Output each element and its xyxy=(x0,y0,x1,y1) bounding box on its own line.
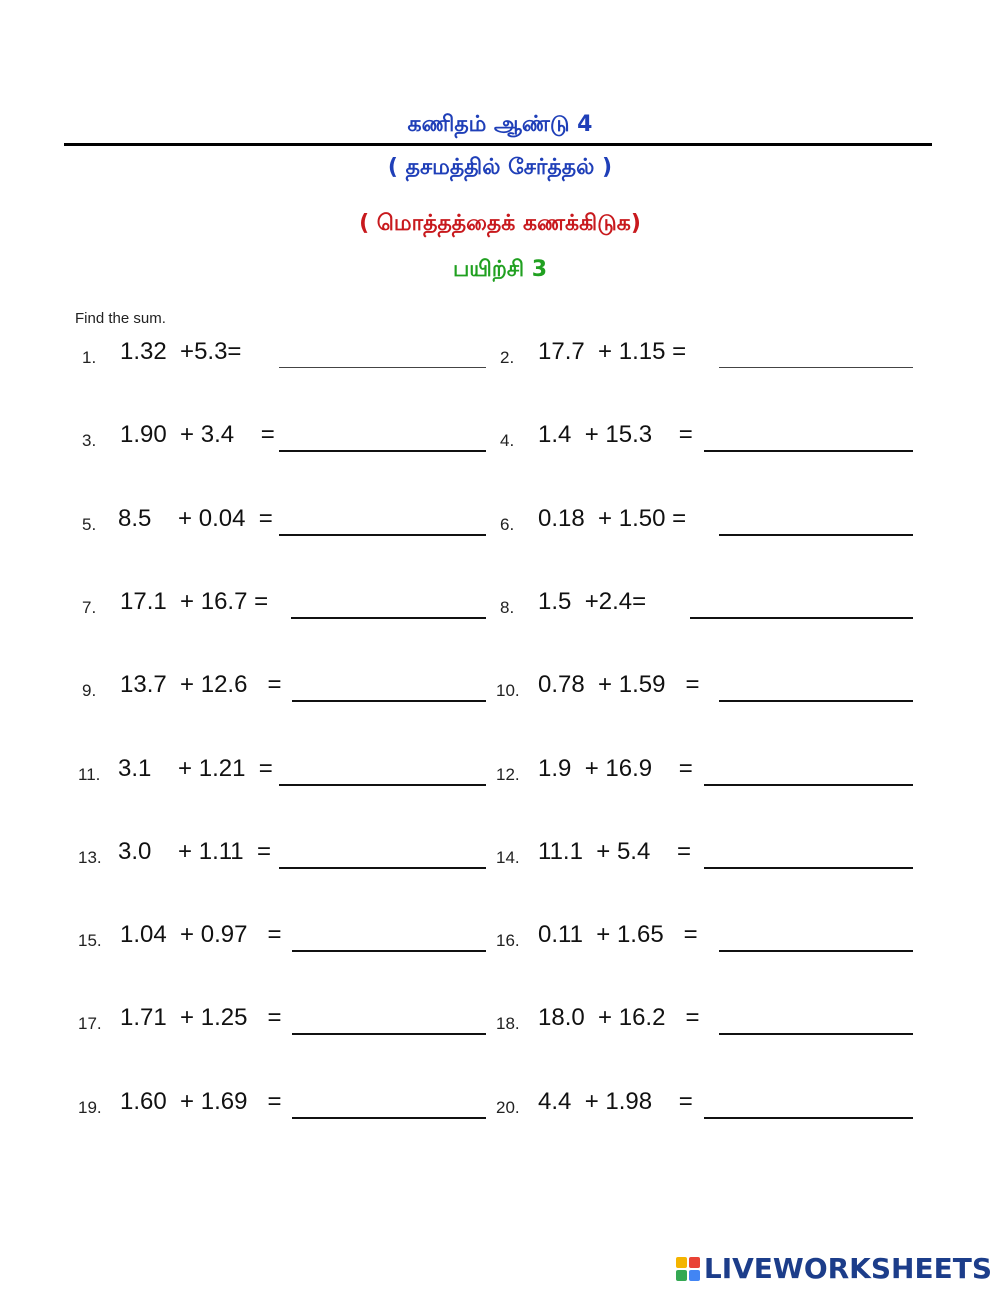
question-number: 6. xyxy=(500,515,515,534)
answer-line[interactable] xyxy=(292,700,486,702)
question-1 xyxy=(82,336,522,376)
question-expression: 0.78 + 1.59 = xyxy=(538,671,700,698)
logo-square-green xyxy=(676,1270,687,1281)
exercise-label: பயிற்சி 3 xyxy=(452,257,548,282)
logo-square-red xyxy=(689,1257,700,1268)
question-expression: 4.4 + 1.98 = xyxy=(538,1088,693,1115)
question-7 xyxy=(82,586,522,626)
question-number: 12. xyxy=(496,765,520,784)
answer-line[interactable] xyxy=(279,867,486,869)
question-8 xyxy=(500,586,940,626)
question-expression: 1.32 +5.3= xyxy=(120,338,242,365)
question-19 xyxy=(78,1086,522,1126)
question-number: 19. xyxy=(78,1098,102,1117)
logo-square-blue xyxy=(689,1270,700,1281)
question-expression: 18.0 + 16.2 = xyxy=(538,1004,700,1031)
question-13 xyxy=(78,836,522,876)
answer-line[interactable] xyxy=(719,367,913,368)
question-14 xyxy=(496,836,940,876)
answer-line[interactable] xyxy=(704,784,913,786)
liveworksheets-logo-icon xyxy=(676,1257,700,1281)
answer-line[interactable] xyxy=(279,367,486,368)
question-expression: 8.5 + 0.04 = xyxy=(118,505,273,532)
question-6 xyxy=(500,503,940,543)
liveworksheets-brand xyxy=(676,1252,992,1285)
question-expression: 1.4 + 15.3 = xyxy=(538,421,693,448)
question-expression: 3.1 + 1.21 = xyxy=(118,755,273,782)
question-expression: 3.0 + 1.11 = xyxy=(118,838,271,865)
question-18 xyxy=(496,1002,940,1042)
answer-line[interactable] xyxy=(291,617,486,619)
question-number: 2. xyxy=(500,348,515,367)
question-expression: 1.9 + 16.9 = xyxy=(538,755,693,782)
answer-line[interactable] xyxy=(292,1117,486,1119)
question-expression: 0.11 + 1.65 = xyxy=(538,921,698,948)
question-number: 3. xyxy=(82,431,97,450)
worksheet-instruction-tamil: ( மொத்தத்தைக் கணக்கிடுக) xyxy=(359,211,641,236)
question-2 xyxy=(500,336,940,376)
answer-line[interactable] xyxy=(292,950,486,952)
question-expression: 11.1 + 5.4 = xyxy=(538,838,691,865)
question-expression: 0.18 + 1.50 = xyxy=(538,505,687,532)
question-12 xyxy=(496,753,940,793)
answer-line[interactable] xyxy=(719,950,913,952)
answer-line[interactable] xyxy=(704,1117,913,1119)
instruction-text: Find the sum. xyxy=(75,310,166,327)
question-number: 16. xyxy=(496,931,520,950)
answer-line[interactable] xyxy=(719,700,913,702)
question-10 xyxy=(496,669,940,709)
question-expression: 17.1 + 16.7 = xyxy=(120,588,269,615)
question-expression: 13.7 + 12.6 = xyxy=(120,671,282,698)
question-11 xyxy=(78,753,522,793)
question-expression: 1.5 +2.4= xyxy=(538,588,647,615)
question-9 xyxy=(82,669,522,709)
question-number: 7. xyxy=(82,598,97,617)
answer-line[interactable] xyxy=(292,1033,486,1035)
question-number: 4. xyxy=(500,431,515,450)
question-17 xyxy=(78,1002,522,1042)
title-divider xyxy=(64,143,932,146)
worksheet-subtitle: ( தசமத்தில் சேர்த்தல் ) xyxy=(387,155,613,180)
question-number: 17. xyxy=(78,1014,102,1033)
question-number: 11. xyxy=(78,765,101,784)
question-16 xyxy=(496,919,940,959)
answer-line[interactable] xyxy=(279,450,486,452)
question-expression: 1.90 + 3.4 = xyxy=(120,421,275,448)
answer-line[interactable] xyxy=(704,867,913,869)
question-expression: 1.71 + 1.25 = xyxy=(120,1004,282,1031)
question-expression: 17.7 + 1.15 = xyxy=(538,338,687,365)
question-number: 5. xyxy=(82,515,97,534)
answer-line[interactable] xyxy=(719,534,913,536)
logo-square-yellow xyxy=(676,1257,687,1268)
question-15 xyxy=(78,919,522,959)
question-number: 14. xyxy=(496,848,520,867)
worksheet-title: கணிதம் ஆண்டு 4 xyxy=(407,112,593,137)
question-number: 10. xyxy=(496,681,520,700)
question-number: 9. xyxy=(82,681,97,700)
answer-line[interactable] xyxy=(690,617,913,619)
question-number: 20. xyxy=(496,1098,520,1117)
question-number: 15. xyxy=(78,931,102,950)
question-expression: 1.04 + 0.97 = xyxy=(120,921,282,948)
question-20 xyxy=(496,1086,940,1126)
question-4 xyxy=(500,419,940,459)
answer-line[interactable] xyxy=(279,534,486,536)
question-number: 1. xyxy=(82,348,97,367)
question-3 xyxy=(82,419,522,459)
question-number: 13. xyxy=(78,848,102,867)
answer-line[interactable] xyxy=(704,450,913,452)
question-expression: 1.60 + 1.69 = xyxy=(120,1088,282,1115)
question-number: 8. xyxy=(500,598,515,617)
answer-line[interactable] xyxy=(279,784,486,786)
brand-text: LIVEWORKSHEETS xyxy=(703,1252,992,1285)
answer-line[interactable] xyxy=(719,1033,913,1035)
question-5 xyxy=(82,503,522,543)
question-number: 18. xyxy=(496,1014,520,1033)
